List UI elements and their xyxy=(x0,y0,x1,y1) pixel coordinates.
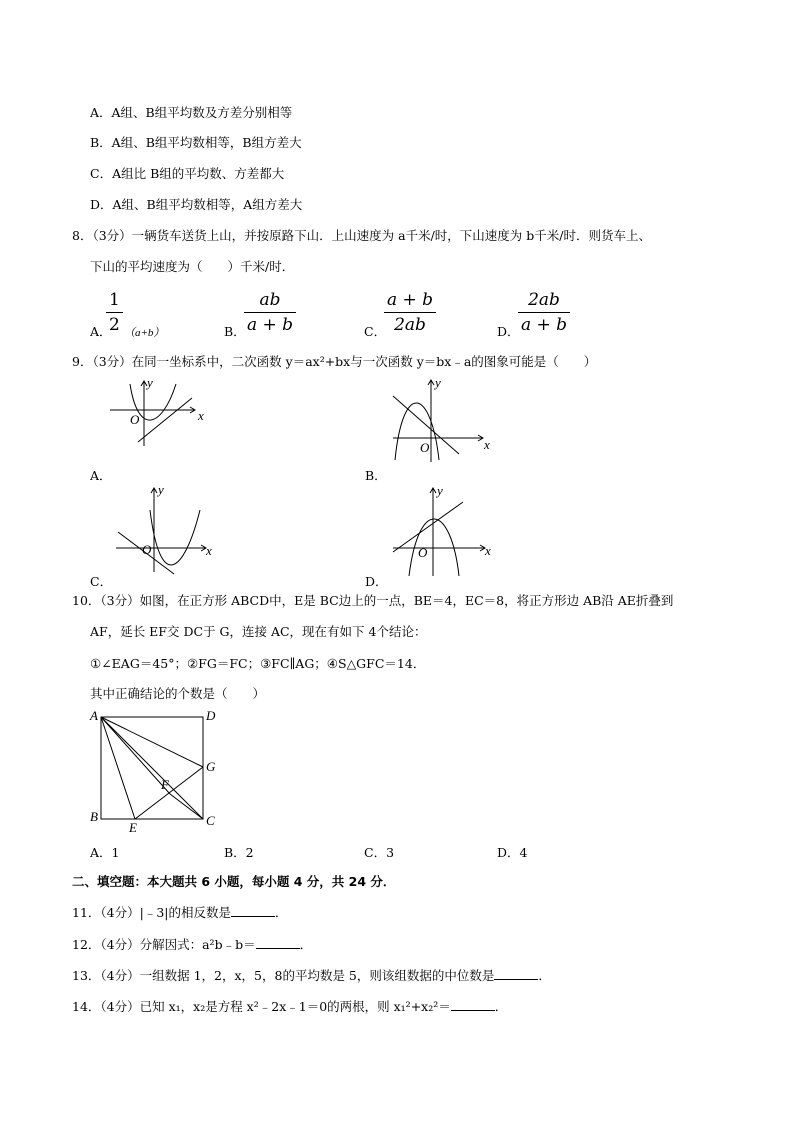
q9-graph-b xyxy=(385,375,495,464)
x-axis-label: x xyxy=(485,543,491,558)
q8-option-c-fraction xyxy=(384,290,436,335)
y-axis-label: y xyxy=(435,375,441,390)
q9-graph-d xyxy=(385,483,495,578)
q7-option-d: D．A组、B组平均数相等，A组方差大 xyxy=(90,197,303,212)
q10-square-figure xyxy=(88,708,228,836)
y-axis-label: y xyxy=(147,375,153,390)
q11-text: 11．（4分）|﹣3|的相反数是 xyxy=(72,905,231,920)
vertex-label-b: B xyxy=(90,809,98,824)
q13 xyxy=(72,967,551,985)
fraction-numerator: ab xyxy=(259,290,281,310)
q13-text: 13．（4分）一组数据 1，2，x，5，8的平均数是 5，则该组数据的中位数是 xyxy=(72,968,495,983)
q9-graph-a xyxy=(100,376,210,456)
fraction-numerator: a + b xyxy=(387,290,434,310)
q8-option-a-tail: （a+b） xyxy=(124,327,165,339)
q8-option-b-fraction xyxy=(244,290,296,335)
answer-blank[interactable] xyxy=(231,904,275,917)
fraction-denominator: a + b xyxy=(518,312,570,335)
q14-end: ． xyxy=(494,999,508,1014)
q8-option-b-label: B． xyxy=(224,324,246,339)
q8-option-a-label: A． xyxy=(90,324,112,339)
q12-text: 12．（4分）分解因式：a²b﹣b＝ xyxy=(72,937,256,952)
answer-blank[interactable] xyxy=(494,967,538,980)
q7-option-b: B．A组、B组平均数相等，B组方差大 xyxy=(90,135,302,150)
point-label-g: G xyxy=(206,759,216,774)
fraction-denominator: 2ab xyxy=(384,312,436,335)
q10-question: 其中正确结论的个数是（ ） xyxy=(90,686,266,701)
q10-option-b: B．2 xyxy=(224,845,254,860)
q8-option-a-fraction xyxy=(106,290,123,335)
q9-option-b-label: B． xyxy=(365,468,387,483)
point-label-f: F xyxy=(161,777,169,792)
x-axis-label: x xyxy=(198,408,204,423)
fraction-numerator: 1 xyxy=(109,290,120,310)
fraction-numerator: 2ab xyxy=(528,290,560,310)
y-axis-label: y xyxy=(437,483,443,498)
x-axis-label: x xyxy=(484,437,490,452)
q8-option-c-label: C． xyxy=(364,324,387,339)
x-axis-label: x xyxy=(206,543,212,558)
q10-stem-line2: AF，延长 EF交 DC于 G，连接 AC，现在有如下 4个结论： xyxy=(90,624,427,639)
q9-option-a-label: A． xyxy=(90,468,112,483)
vertex-label-d: D xyxy=(206,708,216,723)
answer-blank[interactable] xyxy=(451,998,495,1011)
q7-option-a: A．A组、B组平均数及方差分别相等 xyxy=(90,105,293,120)
q9-stem: 9．（3分）在同一坐标系中，二次函数 y＝ax²+bx与一次函数 y＝bx﹣a的图象可能是（ ） xyxy=(72,354,597,369)
y-axis-label: y xyxy=(158,482,164,497)
q10-option-a: A．1 xyxy=(90,845,120,860)
q7-option-c: C．A组比 B组的平均数、方差都大 xyxy=(90,166,285,181)
origin-label: O xyxy=(418,545,428,560)
q9-option-c-label: C． xyxy=(90,574,113,589)
vertex-label-a: A xyxy=(90,708,98,723)
q10-stem-line1: 10．（3分）如图，在正方形 ABCD中，E是 BC边上的一点，BE＝4，EC＝8，将正方形边 AB沿 AE折叠到 xyxy=(72,593,674,608)
q8-option-d-fraction xyxy=(518,290,570,335)
q9-option-d-label: D． xyxy=(365,574,388,589)
q10-conclusions: ①∠EAG＝45°；②FG＝FC；③FC∥AG；④S△GFC＝14． xyxy=(90,656,426,671)
q13-end: ． xyxy=(538,968,551,983)
q11 xyxy=(72,904,288,922)
answer-blank[interactable] xyxy=(256,936,300,949)
origin-label: O xyxy=(420,440,430,455)
q8-stem-line1: 8．（3分）一辆货车送货上山，并按原路下山．上山速度为 a千米/时，下山速度为 b千米/时．则货车上、 xyxy=(72,228,651,243)
q10-option-d: D．4 xyxy=(497,845,528,860)
q8-stem-line2: 下山的平均速度为（ ）千米/时． xyxy=(90,259,295,274)
vertex-label-c: C xyxy=(206,813,215,828)
origin-label: O xyxy=(130,412,140,427)
fraction-denominator: 2 xyxy=(106,312,123,335)
q9-graph-c xyxy=(108,484,218,574)
q12 xyxy=(72,936,312,954)
q10-option-c: C．3 xyxy=(364,845,395,860)
q14 xyxy=(72,998,507,1016)
q12-end: ． xyxy=(299,937,313,952)
section-2-heading: 二、填空题：本大题共 6 小题，每小题 4 分，共 24 分． xyxy=(72,874,396,889)
origin-label: O xyxy=(142,542,152,557)
q11-end: ． xyxy=(275,905,288,920)
point-label-e: E xyxy=(129,820,137,835)
fraction-denominator: a + b xyxy=(244,312,296,335)
q8-option-d-label: D． xyxy=(497,324,520,339)
q14-text: 14．（4分）已知 x₁，x₂是方程 x²﹣2x﹣1＝0的两根，则 x₁²+x₂²＝ xyxy=(72,999,451,1014)
